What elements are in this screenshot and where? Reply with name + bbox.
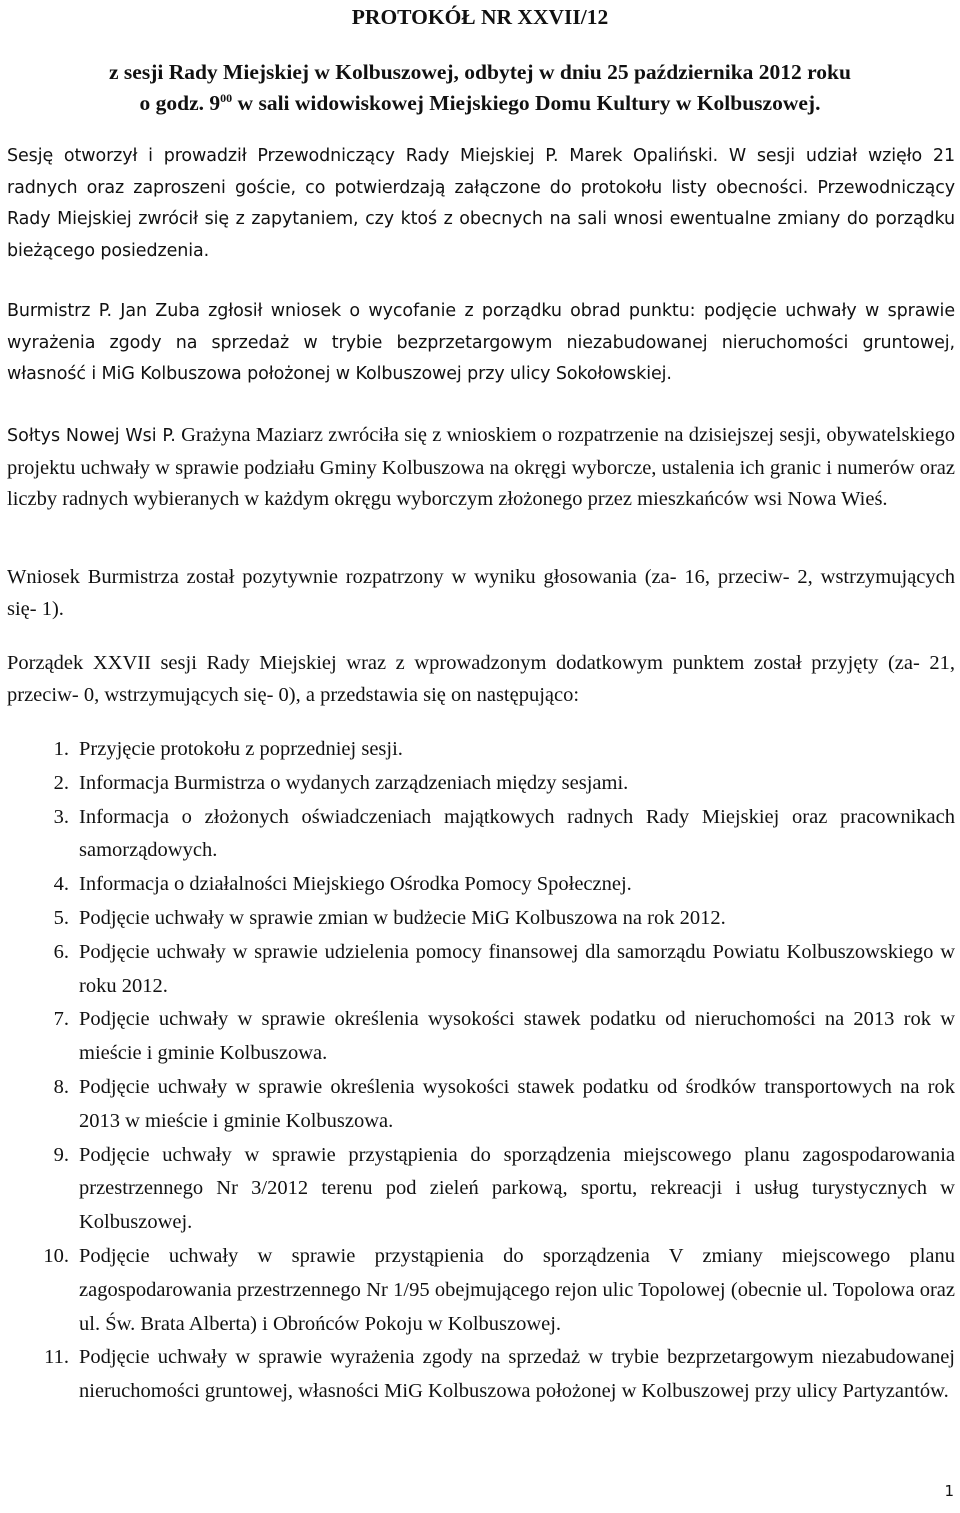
agenda-item-number: 5. <box>53 906 69 929</box>
page-number: 1 <box>944 1482 954 1500</box>
paragraph-opening: Sesję otworzył i prowadził Przewodniczący Rady Miejskiej P. Marek Opaliński. W sesji udział wzięło 21 radnych oraz zaproszeni goście, co potwierdzają załączone do protokołu listy obecności. Przewodniczący Rady Miejskiej zwrócił się z zapytaniem, czy ktoś z obecnych na sali wnosi ewentualne zmiany do porządku bieżącego posiedzenia. <box>7 146 955 261</box>
paragraph-porzadek: Porządek XXVII sesji Rady Miejskiej wraz z wprowadzonym dodatkowym punktem został przyjęty (za- 21, przeciw- 0, wstrzymujących się- 0), a przedstawia się on następująco: <box>7 652 955 706</box>
paragraph-soltys-lead: Sołtys Nowej Wsi P. <box>7 426 176 446</box>
agenda-item-number: 2. <box>53 771 69 794</box>
paragraph-soltys <box>7 420 955 516</box>
agenda-item <box>7 1071 955 1139</box>
agenda-item-text: Informacja o złożonych oświadczeniach majątkowych radnych Rady Miejskiej oraz pracownikach samorządowych. <box>79 805 955 862</box>
agenda-item-text: Podjęcie uchwały w sprawie wyrażenia zgody na sprzedaż w trybie bezprzetargowym niezabudowanej nieruchomości gruntowej, własności MiG Kolbuszowa położonej w Kolbuszowej przy ulicy Partyzantów. <box>79 1346 955 1403</box>
agenda-item-number: 3. <box>53 805 69 828</box>
agenda-item-text: Podjęcie uchwały w sprawie przystąpienia do sporządzenia V zmiany miejscowego planu zagospodarowania przestrzennego Nr 1/95 obejmującego rejon ulic Topolowej (obecnie ul. Topolowa oraz ul. Św. Brata Alberta) i Obrońców Pokoju w Kolbuszowej. <box>79 1244 955 1335</box>
agenda-item-number: 7. <box>53 1008 69 1031</box>
agenda-item <box>7 801 955 869</box>
agenda-item-text: Informacja o działalności Miejskiego Ośrodka Pomocy Społecznej. <box>79 873 632 896</box>
paragraph-soltys-rest: Grażyna Maziarz zwróciła się z wnioskiem o rozpatrzenie na dzisiejszej sesji, obywatelskiego projektu uchwały w sprawie podziału Gminy Kolbuszowa na okręgi wyborcze, ustalenia ich granic i numerów oraz liczby radnych wybieranych w każdym okręgu wyborczym złożonego przez mieszkańców wsi Nowa Wieś. <box>7 424 955 511</box>
agenda-item-text: Podjęcie uchwały w sprawie określenia wysokości stawek podatku od środków transportowych na rok 2013 w mieście i gminie Kolbuszowa. <box>79 1075 955 1132</box>
agenda-item-text: Podjęcie uchwały w sprawie przystąpienia do sporządzenia miejscowego planu zagospodarowania przestrzennego Nr 3/2012 terenu pod zieleń parkową, sportu, rekreacji i usług turystycznych w Kolbuszowej. <box>79 1143 955 1234</box>
agenda-item-text: Podjęcie uchwały w sprawie udzielenia pomocy finansowej dla samorządu Powiatu Kolbuszowskiego w roku 2012. <box>79 940 955 997</box>
paragraph-burmistrz: Burmistrz P. Jan Zuba zgłosił wniosek o wycofanie z porządku obrad punktu: podjęcie uchwały w sprawie wyrażenia zgody na sprzedaż w trybie bezprzetargowym niezabudowanej nieruchomości gruntowej, własność i MiG Kolbuszowa położonej w Kolbuszowej przy ulicy Sokołowskiej. <box>7 301 955 384</box>
agenda-item <box>7 1139 955 1240</box>
agenda-item-text: Podjęcie uchwały w sprawie zmian w budżecie MiG Kolbuszowa na rok 2012. <box>79 906 726 929</box>
agenda-item-number: 4. <box>53 873 69 896</box>
agenda-item <box>7 902 955 936</box>
subtitle-location: w sali widowiskowej Miejskiego Domu Kultury w Kolbuszowej. <box>232 91 821 115</box>
subtitle-time-prefix: o godz. 9 <box>139 91 221 115</box>
agenda-item-text: Podjęcie uchwały w sprawie określenia wysokości stawek podatku od nieruchomości na 2013 rok w mieście i gminie Kolbuszowa. <box>79 1008 955 1065</box>
agenda-item-text: Informacja Burmistrza o wydanych zarządzeniach między sesjami. <box>79 771 629 794</box>
subtitle-time-minutes: 00 <box>220 91 233 105</box>
document-subtitle-line1: z sesji Rady Miejskiej w Kolbuszowej, odbytej w dniu 25 października 2012 roku <box>109 60 851 84</box>
agenda-item-number: 1. <box>53 738 69 760</box>
agenda-item-text: Przyjęcie protokołu z poprzedniej sesji. <box>79 738 403 760</box>
agenda-item <box>7 1003 955 1071</box>
agenda-list <box>7 733 955 1409</box>
agenda-item <box>7 868 955 902</box>
agenda-item <box>7 1240 955 1341</box>
agenda-item-number: 11. <box>44 1346 69 1369</box>
agenda-item <box>7 1341 955 1409</box>
agenda-item-number: 6. <box>53 940 69 963</box>
agenda-item <box>7 733 955 767</box>
agenda-item-number: 9. <box>53 1143 69 1166</box>
agenda-item-number: 8. <box>53 1075 69 1098</box>
agenda-item <box>7 767 955 801</box>
document-title: PROTOKÓŁ NR XXVII/12 <box>351 5 609 29</box>
agenda-item-number: 10. <box>43 1244 69 1267</box>
agenda-item <box>7 936 955 1004</box>
document-subtitle-line2 <box>0 88 960 118</box>
paragraph-wniosek: Wniosek Burmistrza został pozytywnie rozpatrzony w wyniku głosowania (za- 16, przeciw- 2, wstrzymujących się- 1). <box>7 566 955 620</box>
